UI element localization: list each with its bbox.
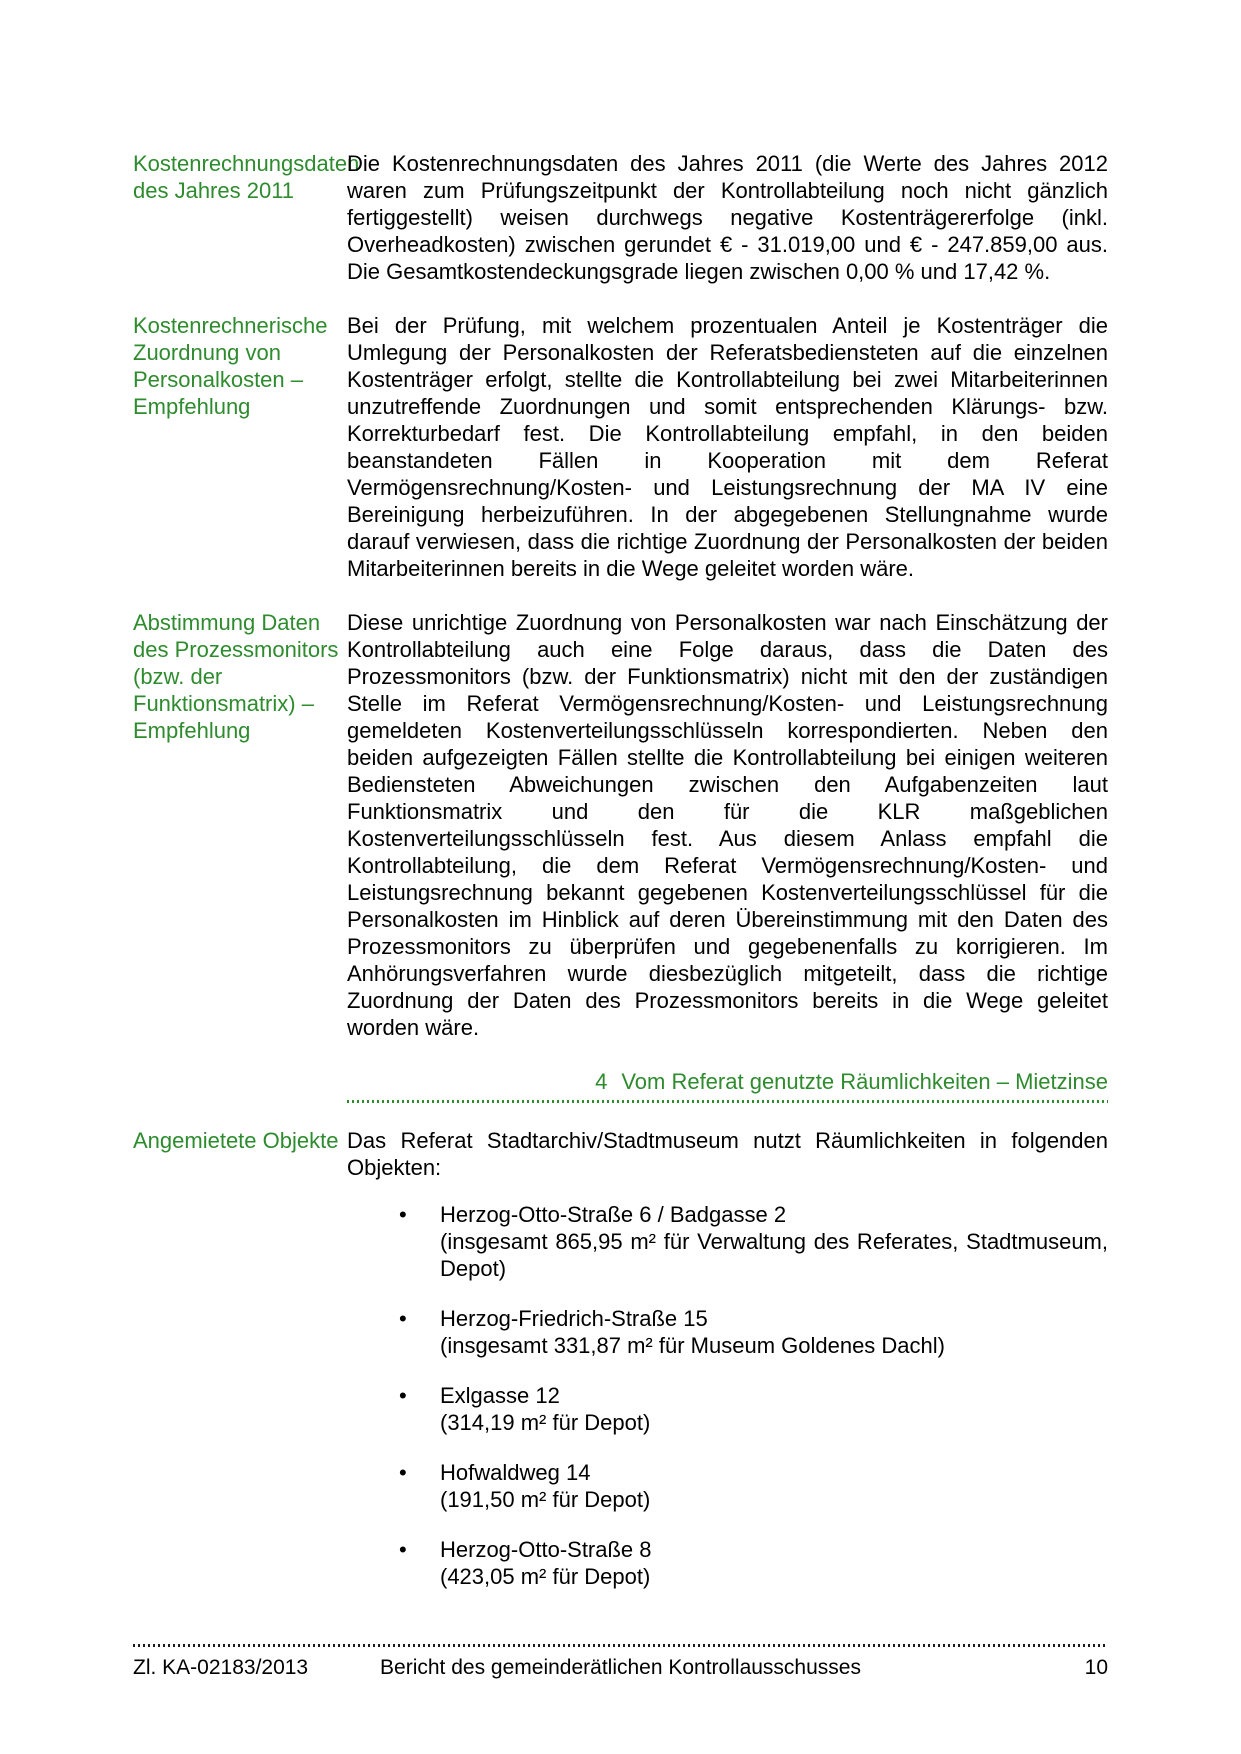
bullet-icon: • [399, 1306, 407, 1331]
chapter-title: Vom Referat genutzte Räumlichkeiten – Mietzinse [621, 1069, 1108, 1094]
footer-row [133, 1654, 1108, 1681]
section-angemietete-objekte [133, 1127, 1108, 1590]
section-paragraph: Bei der Prüfung, mit welchem prozentualen Anteil je Kostenträger die Umlegung der Personalkosten der Referatsbediensteten auf die einzelnen Kostenträger erfolgt, stellte die Kontrollabteilung bei zwei Mitarbeiterinnen unzutreffende Zuordnungen und somit entsprechenden Klärungs- bzw. Korrekturbedarf fest. Die Kontrollabteilung empfahl, in den beiden beanstandeten Fällen in Kooperation mit dem Referat Vermögensrechnung/Kosten- und Leistungsrechnung der MA IV eine Bereinigung herbeizuführen. In der abgegebenen Stellungnahme wurde darauf verwiesen, dass die richtige Zuordnung der Personalkosten der beiden Mitarbeiterinnen bereits in die Wege geleitet worden wäre. [347, 313, 1108, 581]
bullet-icon: • [399, 1383, 407, 1408]
objects-intro: Das Referat Stadtarchiv/Stadtmuseum nutzt Räumlichkeiten in folgenden Objekten: [347, 1128, 1108, 1180]
page-content [133, 150, 1108, 1617]
footer-page-number: 10 [1084, 1656, 1108, 1679]
list-item [347, 1305, 1108, 1359]
object-detail: (insgesamt 331,87 m² für Museum Goldenes Dachl) [440, 1333, 945, 1358]
object-title: Hofwaldweg 14 [440, 1460, 591, 1485]
object-detail: (191,50 m² für Depot) [440, 1487, 651, 1512]
bullet-icon: • [399, 1460, 407, 1485]
list-item [347, 1201, 1108, 1282]
footer-title: Bericht des gemeinderätlichen Kontrollausschusses [380, 1656, 861, 1679]
bullet-icon: • [399, 1202, 407, 1227]
section-paragraph: Diese unrichtige Zuordnung von Personalkosten war nach Einschätzung der Kontrollabteilung auch eine Folge daraus, dass die Daten des Prozessmonitors (bzw. der Funktionsmatrix) nicht mit den der zuständigen Stelle im Referat Vermögensrechnung/Kosten- und Leistungsrechnung gemeldeten Kostenverteilungsschlüsseln korrespondierten. Neben den beiden aufgezeigten Fällen stellte die Kontrollabteilung bei einigen weiteren Bediensteten Abweichungen zwischen den Aufgabenzeiten laut Funktionsmatrix und den für die KLR maßgeblichen Kostenverteilungsschlüsseln fest. Aus diesem Anlass empfahl die Kontrollabteilung, die dem Referat Vermögensrechnung/Kosten- und Leistungsrechnung bekannt gegebenen Kostenverteilungsschlüssel für die Personalkosten im Hinblick auf deren Übereinstimmung mit den Daten des Prozessmonitors zu überprüfen und gegebenenfalls zu korrigieren. Im Anhörungsverfahren wurde diesbezüglich mitgeteilt, dass die richtige Zuordnung der Daten des Prozessmonitors bereits in die Wege geleitet worden wäre. [347, 610, 1108, 1040]
object-title: Herzog-Otto-Straße 6 / Badgasse 2 [440, 1202, 787, 1227]
footer-dotted-rule [133, 1644, 1108, 1647]
chapter-heading [347, 1068, 1108, 1095]
object-title: Herzog-Friedrich-Straße 15 [440, 1306, 708, 1331]
section-kostenrechnerische-zuordnung [133, 312, 1108, 582]
list-item [347, 1382, 1108, 1436]
bullet-icon: • [399, 1537, 407, 1562]
object-detail: (423,05 m² für Depot) [440, 1564, 651, 1589]
object-title: Exlgasse 12 [440, 1383, 560, 1408]
section-paragraph: Die Kostenrechnungsdaten des Jahres 2011 (die Werte des Jahres 2012 waren zum Prüfungszeitpunkt der Kontrollabteilung noch nicht gänzlich fertiggestellt) weisen durchwegs negative Kostenträgererfolge (inkl. Overheadkosten) zwischen gerundet € - 31.019,00 und € - 247.859,00 aus. Die Gesamtkostendeckungsgrade liegen zwischen 0,00 % und 17,42 %. [347, 151, 1108, 284]
object-detail: (314,19 m² für Depot) [440, 1410, 651, 1435]
page-footer [133, 1644, 1108, 1681]
objects-body [347, 1127, 1108, 1590]
heading-dotted-rule [347, 1100, 1108, 1103]
object-detail: (insgesamt 865,95 m² für Verwaltung des Referates, Stadtmuseum, Depot) [440, 1229, 1108, 1281]
object-title: Herzog-Otto-Straße 8 [440, 1537, 652, 1562]
margin-label: Abstimmung Daten des Prozessmonitors (bzw. der Funktionsmatrix) – Empfehlung [133, 610, 339, 743]
margin-label: Kostenrechnungsdaten des Jahres 2011 [133, 151, 360, 203]
section-kostenrechnungsdaten [133, 150, 1108, 285]
section-abstimmung-prozessmonitor [133, 609, 1108, 1041]
margin-label: Angemietete Objekte [133, 1128, 339, 1153]
list-item [347, 1459, 1108, 1513]
chapter-number: 4 [595, 1069, 608, 1094]
chapter-heading-block [347, 1068, 1108, 1103]
margin-label: Kostenrechnerische Zuordnung von Personalkosten – Empfehlung [133, 313, 328, 419]
list-item [347, 1536, 1108, 1590]
footer-reference: Zl. KA-02183/2013 [133, 1656, 309, 1679]
